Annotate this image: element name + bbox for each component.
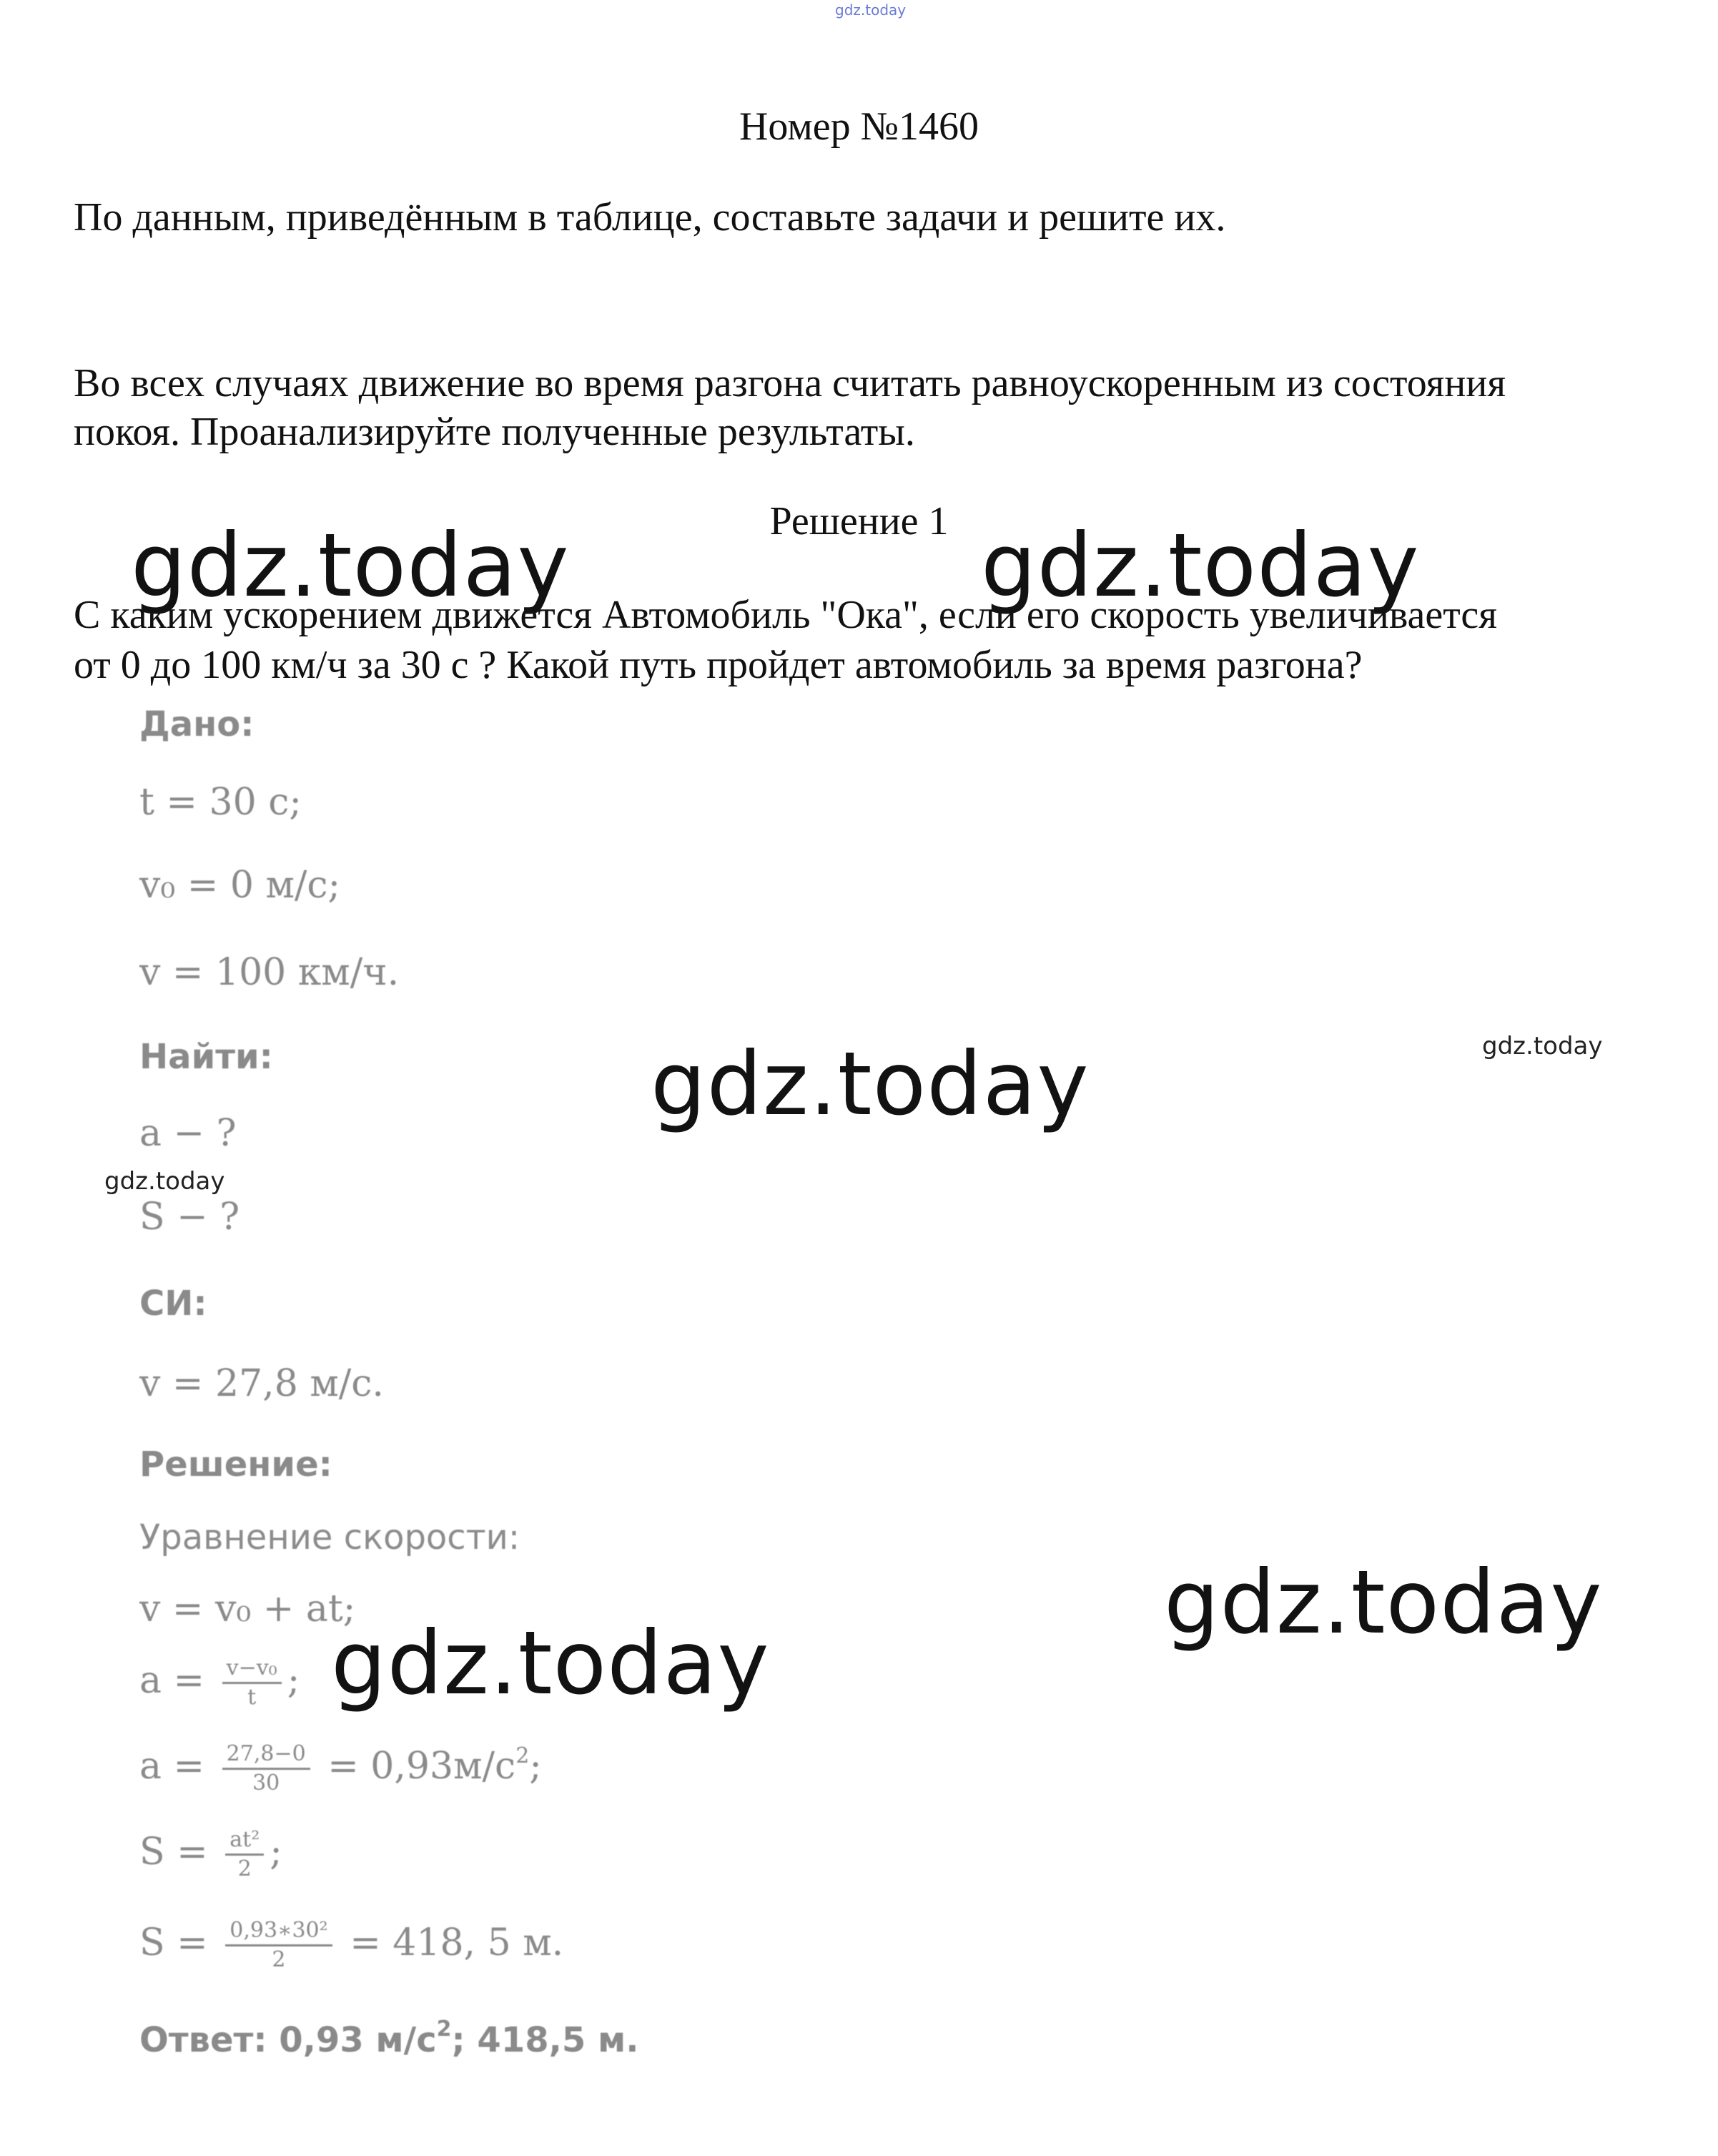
watermark-3: gdz.today [651, 1033, 1090, 1135]
given-v0: v₀ = 0 м/с; [139, 864, 341, 907]
eq5-lhs: S = [139, 1921, 208, 1964]
find-a: a − ? [139, 1112, 237, 1155]
task-line-1: По данным, приведённым в таблице, составьте задачи и решите их. [74, 195, 1226, 240]
eq4-denominator: 2 [237, 1856, 252, 1881]
given-v: v = 100 км/ч. [139, 951, 400, 994]
eq5-numerator: 0,93∗30² [225, 1920, 332, 1946]
given-label: Дано: [139, 704, 255, 744]
solution-heading: Решение 1 [769, 499, 949, 543]
answer-prefix: Ответ: 0,93 м/с [139, 2020, 437, 2060]
eq4-numerator: at² [225, 1829, 264, 1856]
watermark-5: gdz.today [331, 1613, 770, 1714]
eq2-end: ; [287, 1659, 300, 1702]
watermark-1: gdz.today [131, 515, 570, 616]
eq2-numerator: v−v₀ [222, 1658, 282, 1684]
eq3-fraction [222, 1743, 310, 1794]
eq2-lhs: a = [139, 1659, 205, 1702]
eq2-fraction [222, 1655, 282, 1710]
eq3-denominator: 30 [252, 1771, 280, 1796]
eq3-end: ; [529, 1745, 542, 1788]
eq4-lhs: S = [139, 1831, 208, 1874]
watermark-top: gdz.today [835, 1, 907, 19]
equation-acceleration-value [139, 1743, 542, 1794]
watermark-2: gdz.today [981, 515, 1420, 616]
watermark-small-left: gdz.today [104, 1167, 225, 1196]
problem-line-1: С каким ускорением движется Автомобиль "Ока", если его скорость увеличивается [74, 593, 1498, 637]
watermark-4: gdz.today [1164, 1552, 1603, 1653]
velocity-equation-label: Уравнение скорости: [139, 1517, 520, 1557]
task-line-2: Во всех случаях движение во время разгона считать равноускоренным из состояния [74, 361, 1506, 405]
given-t: t = 30 c; [139, 781, 302, 824]
answer [139, 2017, 639, 2060]
find-s: S − ? [139, 1196, 240, 1239]
eq3-rhs: = 0,93м/с [327, 1745, 516, 1788]
eq5-rhs: = 418, 5 м. [350, 1921, 564, 1964]
eq3-numerator: 27,8−0 [222, 1743, 310, 1770]
answer-sup: 2 [436, 2017, 452, 2042]
eq2-denominator: t [247, 1685, 257, 1710]
equation-velocity: v = v₀ + at; [139, 1588, 356, 1630]
eq4-end: ; [270, 1831, 282, 1874]
answer-rest: ; 418,5 м. [451, 2020, 639, 2060]
eq4-fraction [225, 1829, 264, 1880]
si-label: СИ: [139, 1284, 207, 1324]
eq5-denominator: 2 [272, 1947, 286, 1972]
equation-distance-formula [139, 1829, 282, 1880]
si-v: v = 27,8 м/с. [139, 1362, 384, 1405]
find-label: Найти: [139, 1037, 273, 1077]
eq3-sup: 2 [515, 1743, 530, 1768]
equation-acceleration-formula [139, 1655, 300, 1710]
eq3-lhs: a = [139, 1745, 205, 1788]
solution-label: Решение: [139, 1444, 332, 1485]
problem-line-2: от 0 до 100 км/ч за 30 с ? Какой путь пройдет автомобиль за время разгона? [74, 643, 1363, 687]
eq5-fraction [225, 1920, 332, 1971]
page-title: Номер №1460 [739, 104, 979, 149]
watermark-small-right: gdz.today [1482, 1032, 1603, 1060]
equation-distance-value [139, 1920, 563, 1971]
task-line-3: покоя. Проанализируйте полученные результаты. [74, 410, 915, 454]
